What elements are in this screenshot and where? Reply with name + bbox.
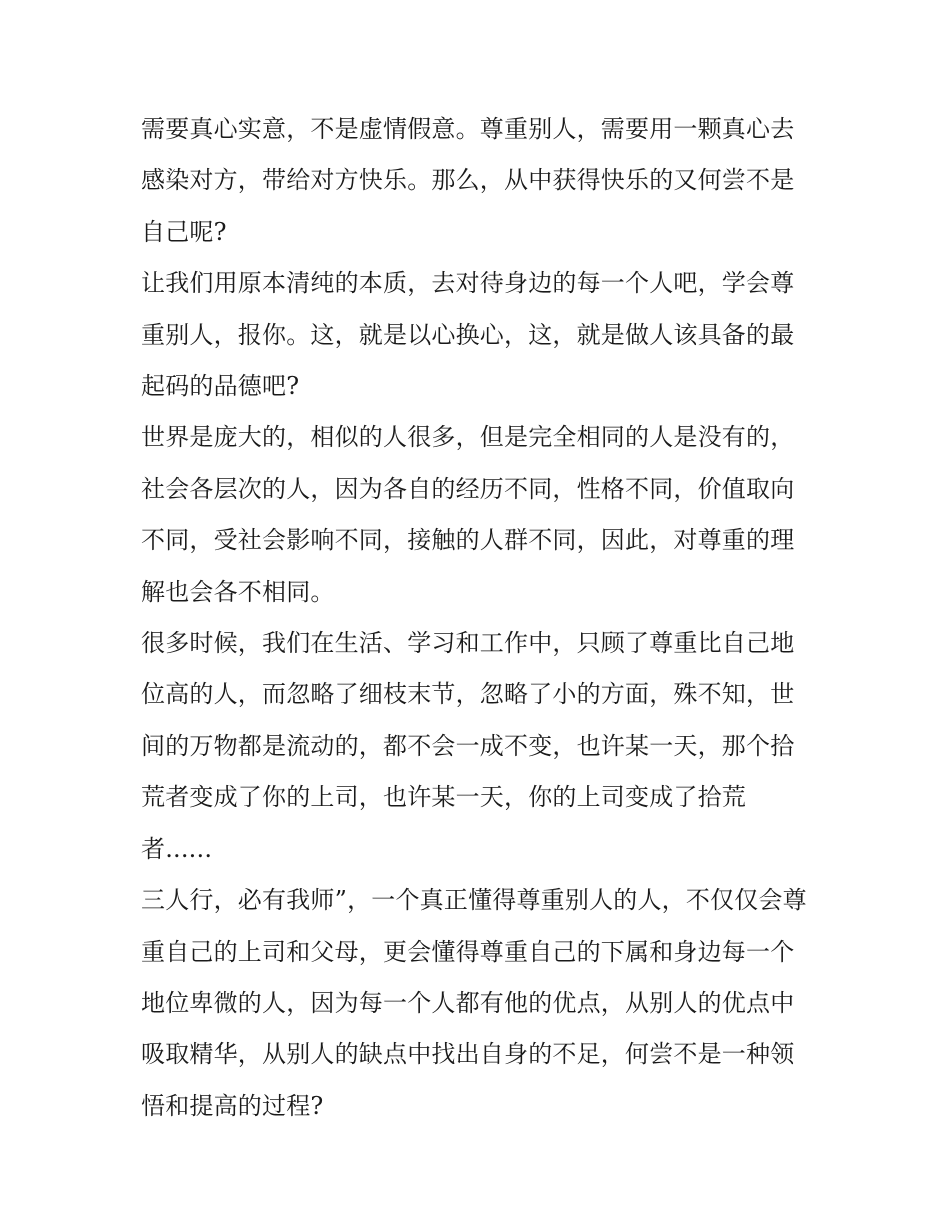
paragraph-pure-nature: 让我们用原本清纯的本质，去对待身边的每一个人吧，学会尊重别人，报你。这，就是以心换心，这，就是做人该具备的最起码的品德吧?	[141, 269, 795, 401]
document-body	[141, 104, 816, 1132]
paragraph-sincerity: 需要真心实意，不是虚情假意。尊重别人，需要用一颗真心去感染对方，带给对方快乐。那么，从中获得快乐的又何尝不是自己呢?	[141, 115, 795, 246]
paragraph-three-people: 三人行，必有我师”，一个真正懂得尊重别人的人，不仅仅会尊重自己的上司和父母，更会懂得尊重自己的下属和身边每一个地位卑微的人，因为每一个人都有他的优点，从别人的优点中吸取精华，从别人的缺点中找出自身的不足，何尝不是一种领悟和提高的过程?	[141, 886, 807, 1120]
paragraph-world-vast: 世界是庞大的，相似的人很多，但是完全相同的人是没有的，社会各层次的人，因为各自的经历不同，性格不同，价值取向不同，受社会影响不同，接触的人群不同，因此，对尊重的理解也会各不相同。	[141, 423, 795, 606]
paragraph-many-times: 很多时候，我们在生活、学习和工作中，只顾了尊重比自己地位高的人，而忽略了细枝末节，忽略了小的方面，殊不知，世间的万物都是流动的，都不会一成不变，也许某一天，那个拾荒者变成了你的上司，也许某一天，你的上司变成了拾荒者......	[141, 629, 795, 863]
